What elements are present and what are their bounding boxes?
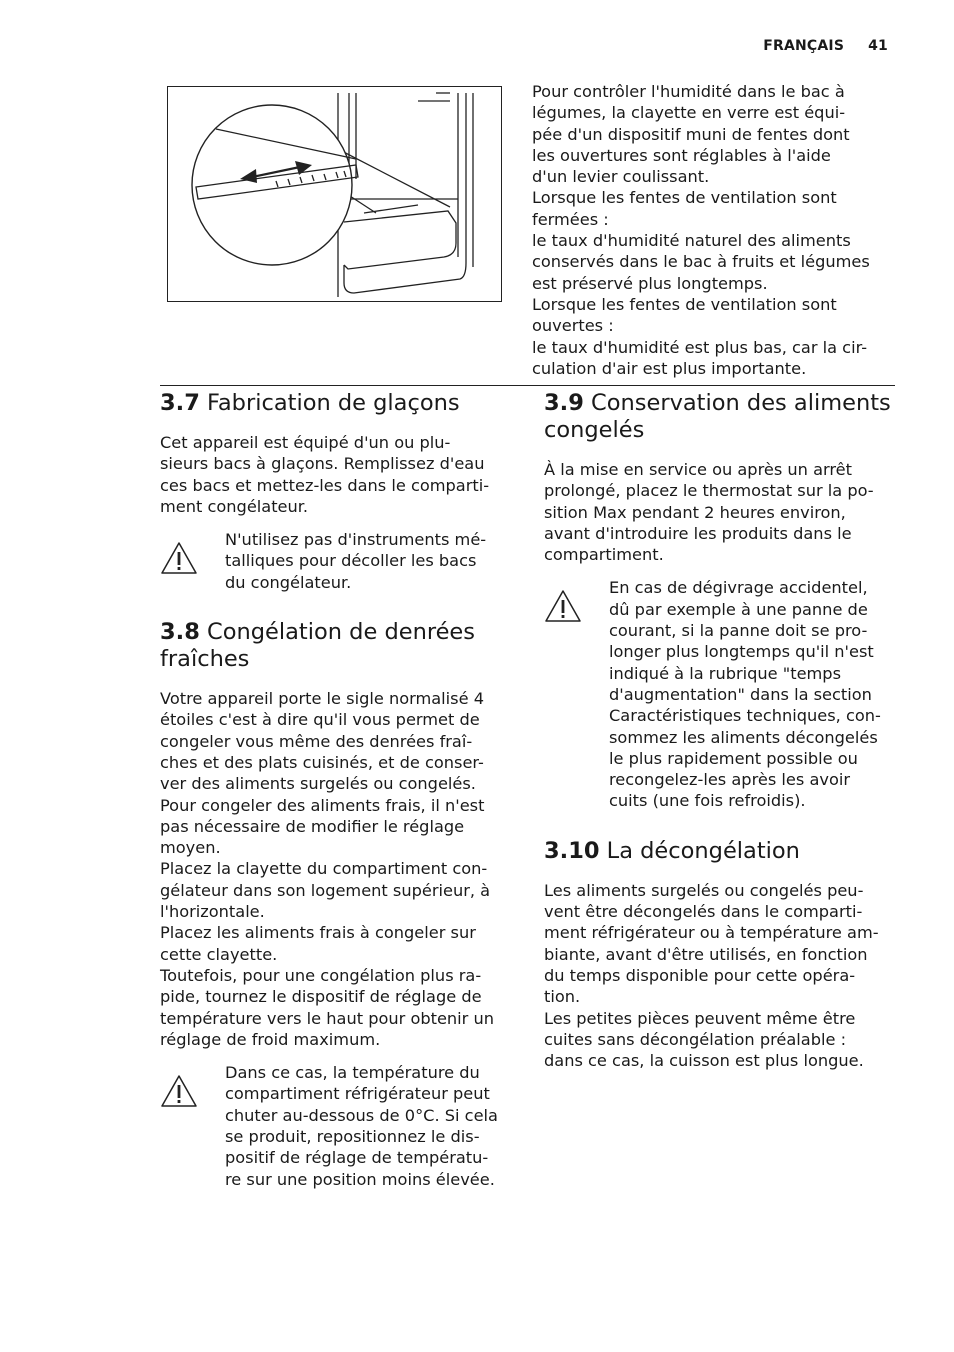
text-line: ces bacs et mettez-les dans le comparti- [160,475,490,495]
text-line: longer plus longtemps qu'il n'est [609,642,874,662]
warning-note [160,1062,512,1190]
section-number: 3.8 [160,619,200,646]
text-line: Dans ce cas, la température du [225,1063,480,1083]
text-line: pide, tournez le dispositif de réglage de [160,987,482,1007]
text-line: N'utilisez pas d'instruments mé- [225,530,487,550]
text-line: Lorsque les fentes de ventilation sont [532,188,837,208]
crisper-shelf-drawing [168,87,503,303]
text-line: Pour contrôler l'humidité dans le bac à [532,82,845,101]
text-line: le taux d'humidité naturel des aliments [532,231,851,251]
section-number: 3.10 [544,837,600,864]
text-line: d'augmentation" dans la section [609,684,872,704]
text-line: moyen. [160,838,221,858]
text-line: ver des aliments surgelés ou congelés. [160,774,476,794]
text-line: Placez les aliments frais à congeler sur [160,923,476,943]
text-line: les ouvertures sont réglables à l'aide [532,145,831,165]
section-title: La décongélation [606,837,800,864]
text-line: ment réfrigérateur ou à température am- [544,923,879,943]
warning-note [544,577,896,811]
text-line: vent être décongelés dans le comparti- [544,902,863,922]
warning-triangle-icon [160,541,198,575]
section-3-9-heading [544,390,896,444]
text-line: cette clayette. [160,944,278,964]
section-number: 3.7 [160,390,200,416]
text-line: prolongé, placez le thermostat sur la po- [544,481,874,501]
section-divider [160,385,895,386]
text-line: compartiment réfrigérateur peut [225,1084,490,1104]
text-line: fermées : [532,209,609,229]
text-line: ches et des plats cuisinés, et de conser- [160,752,484,772]
text-line: culation d'air est plus importante. [532,358,807,378]
crisper-shelf-illustration [167,86,502,302]
section-3-8-heading [160,619,512,673]
text-line: du congélateur. [225,572,352,592]
text-line: cuites sans décongélation préalable : [544,1029,847,1049]
text-line: dû par exemple à une panne de [609,599,868,619]
text-line: Votre appareil porte le sigle normalisé 4 [160,689,485,709]
text-line: congeler vous même des denrées fraî- [160,731,473,751]
section-number: 3.9 [544,390,584,416]
section-title-cont: congelés [544,417,645,443]
text-line: gélateur dans son logement supérieur, à [160,880,491,900]
text-line: En cas de dégivrage accidentel, [609,578,868,598]
text-line: le plus rapidement possible ou [609,748,858,768]
text-line: re sur une position moins élevée. [225,1169,495,1189]
text-line: sition Max pendant 2 heures environ, [544,502,846,522]
text-line: Lorsque les fentes de ventilation sont [532,294,837,314]
text-line: ouvertes : [532,316,614,336]
page-number: 41 [868,38,888,54]
text-line: Toutefois, pour une congélation plus ra- [160,965,482,985]
text-line: Placez la clayette du compartiment con- [160,859,488,879]
text-line: sommez les aliments décongelés [609,727,878,747]
warning-triangle-icon [160,1074,198,1108]
text-line: légumes, la clayette en verre est équi- [532,103,846,123]
humidity-control-text [532,81,892,379]
text-line: pas nécessaire de modifier le réglage [160,816,465,836]
text-line: ment congélateur. [160,496,309,516]
text-line: talliques pour décoller les bacs [225,551,477,571]
text-line: l'horizontale. [160,902,265,922]
text-line: Cet appareil est équipé d'un ou plu- [160,433,451,452]
text-line: Pour congeler des aliments frais, il n'est [160,795,485,815]
section-title: Congélation de denrées [207,619,475,646]
text-line: Caractéristiques techniques, con- [609,706,881,726]
section-3-7-heading [160,390,512,417]
warning-note [160,529,512,593]
text-line: biante, avant d'être utilisés, en fonction [544,944,868,964]
page-header [763,38,888,54]
text-line: positif de réglage de températu- [225,1148,489,1168]
text-line: dans ce cas, la cuisson est plus longue. [544,1051,864,1071]
right-column [544,390,896,1071]
text-line: pée d'un dispositif muni de fentes dont [532,124,850,144]
language-label: FRANÇAIS [763,38,845,54]
text-line: température vers le haut pour obtenir un [160,1008,495,1028]
section-title: Conservation des aliments [591,390,891,416]
text-line: cuits (une fois refroidis). [609,791,806,811]
text-line: se produit, repositionnez le dis- [225,1127,480,1147]
text-line: est préservé plus longtemps. [532,273,768,293]
text-line: Les aliments surgelés ou congelés peu- [544,880,864,900]
text-line: réglage de froid maximum. [160,1029,381,1049]
text-line: étoiles c'est à dire qu'il vous permet de [160,710,480,730]
text-line: indiqué à la rubrique "temps [609,663,842,683]
text-line: sieurs bacs à glaçons. Remplissez d'eau [160,454,485,474]
text-line: du temps disponible pour cette opéra- [544,965,856,985]
text-line: d'un levier coulissant. [532,167,710,187]
text-line: le taux d'humidité est plus bas, car la cir- [532,337,868,357]
text-line: tion. [544,987,581,1007]
text-line: conservés dans le bac à fruits et légumes [532,252,870,272]
section-title: Fabrication de glaçons [207,390,460,416]
text-line: recongelez-les après les avoir [609,770,851,790]
section-title-cont: fraîches [160,646,250,673]
text-line: À la mise en service ou après un arrêt [544,460,852,479]
left-column [160,390,512,1190]
text-line: compartiment. [544,545,664,565]
text-line: avant d'introduire les produits dans le [544,523,852,543]
text-line: chuter au-dessous de 0°C. Si cela [225,1105,498,1125]
text-line: courant, si la panne doit se pro- [609,621,868,641]
warning-triangle-icon [544,589,582,623]
text-line: Les petites pièces peuvent même être [544,1008,856,1028]
section-3-10-heading [544,838,896,865]
